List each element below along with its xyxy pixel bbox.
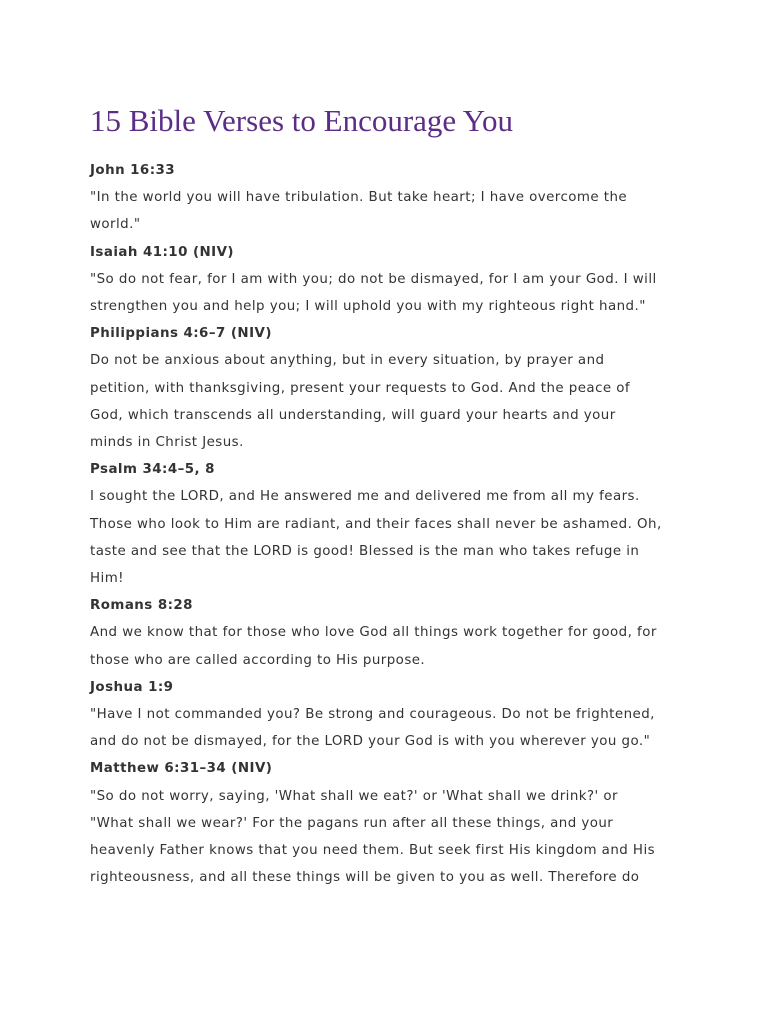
verse-text [90,619,680,673]
verse-text [90,347,680,456]
verse-reference: Romans 8:28 [90,598,193,614]
verse-line: righteousness, and all these things will be given to you as well. Therefore do [90,870,640,886]
verse-entry [90,239,680,321]
verse-text [90,783,680,892]
document-page [90,102,680,891]
verse-text [90,184,680,238]
verse-reference: Philippians 4:6–7 (NIV) [90,326,272,342]
verse-line: Him! [90,571,125,587]
verse-line: And we know that for those who love God all things work together for good, for [90,625,657,641]
verse-line: strengthen you and help you; I will uphold you with my righteous right hand." [90,299,646,315]
page-title: 15 Bible Verses to Encourage You [90,103,514,138]
verse-reference: Psalm 34:4–5, 8 [90,462,215,478]
verse-line: taste and see that the LORD is good! Blessed is the man who takes refuge in [90,543,640,559]
verse-list [90,157,680,891]
verse-text [90,483,680,592]
verse-text [90,266,680,320]
verse-entry [90,320,680,456]
verse-line: "Have I not commanded you? Be strong and courageous. Do not be frightened, [90,707,655,723]
verse-line: world." [90,217,141,233]
verse-entry [90,157,680,239]
verse-entry [90,755,680,891]
verse-entry [90,456,680,592]
verse-line: minds in Christ Jesus. [90,435,244,451]
verse-line: petition, with thanksgiving, present your requests to God. And the peace of [90,380,631,396]
verse-reference: Joshua 1:9 [90,679,174,695]
verse-reference: Isaiah 41:10 (NIV) [90,244,234,260]
verse-line: God, which transcends all understanding, will guard your hearts and your [90,407,616,423]
verse-line: and do not be dismayed, for the LORD your God is with you wherever you go." [90,734,651,750]
verse-entry [90,592,680,674]
verse-reference: John 16:33 [90,163,176,178]
verse-line: "What shall we wear?' For the pagans run after all these things, and your [90,815,614,831]
verse-reference: Matthew 6:31–34 (NIV) [90,761,273,777]
verse-line: those who are called according to His purpose. [90,652,426,668]
verse-line: Those who look to Him are radiant, and their faces shall never be ashamed. Oh, [90,516,662,532]
verse-line: "In the world you will have tribulation. But take heart; I have overcome the [90,190,628,206]
verse-line: Do not be anxious about anything, but in every situation, by prayer and [90,353,605,369]
verse-line: "So do not worry, saying, 'What shall we eat?' or 'What shall we drink?' or [90,788,618,804]
verse-entry [90,674,680,756]
verse-line: "So do not fear, for I am with you; do not be dismayed, for I am your God. I will [90,271,657,287]
verse-line: I sought the LORD, and He answered me and delivered me from all my fears. [90,489,640,505]
verse-line: heavenly Father knows that you need them. But seek first His kingdom and His [90,843,656,859]
verse-text [90,701,680,755]
